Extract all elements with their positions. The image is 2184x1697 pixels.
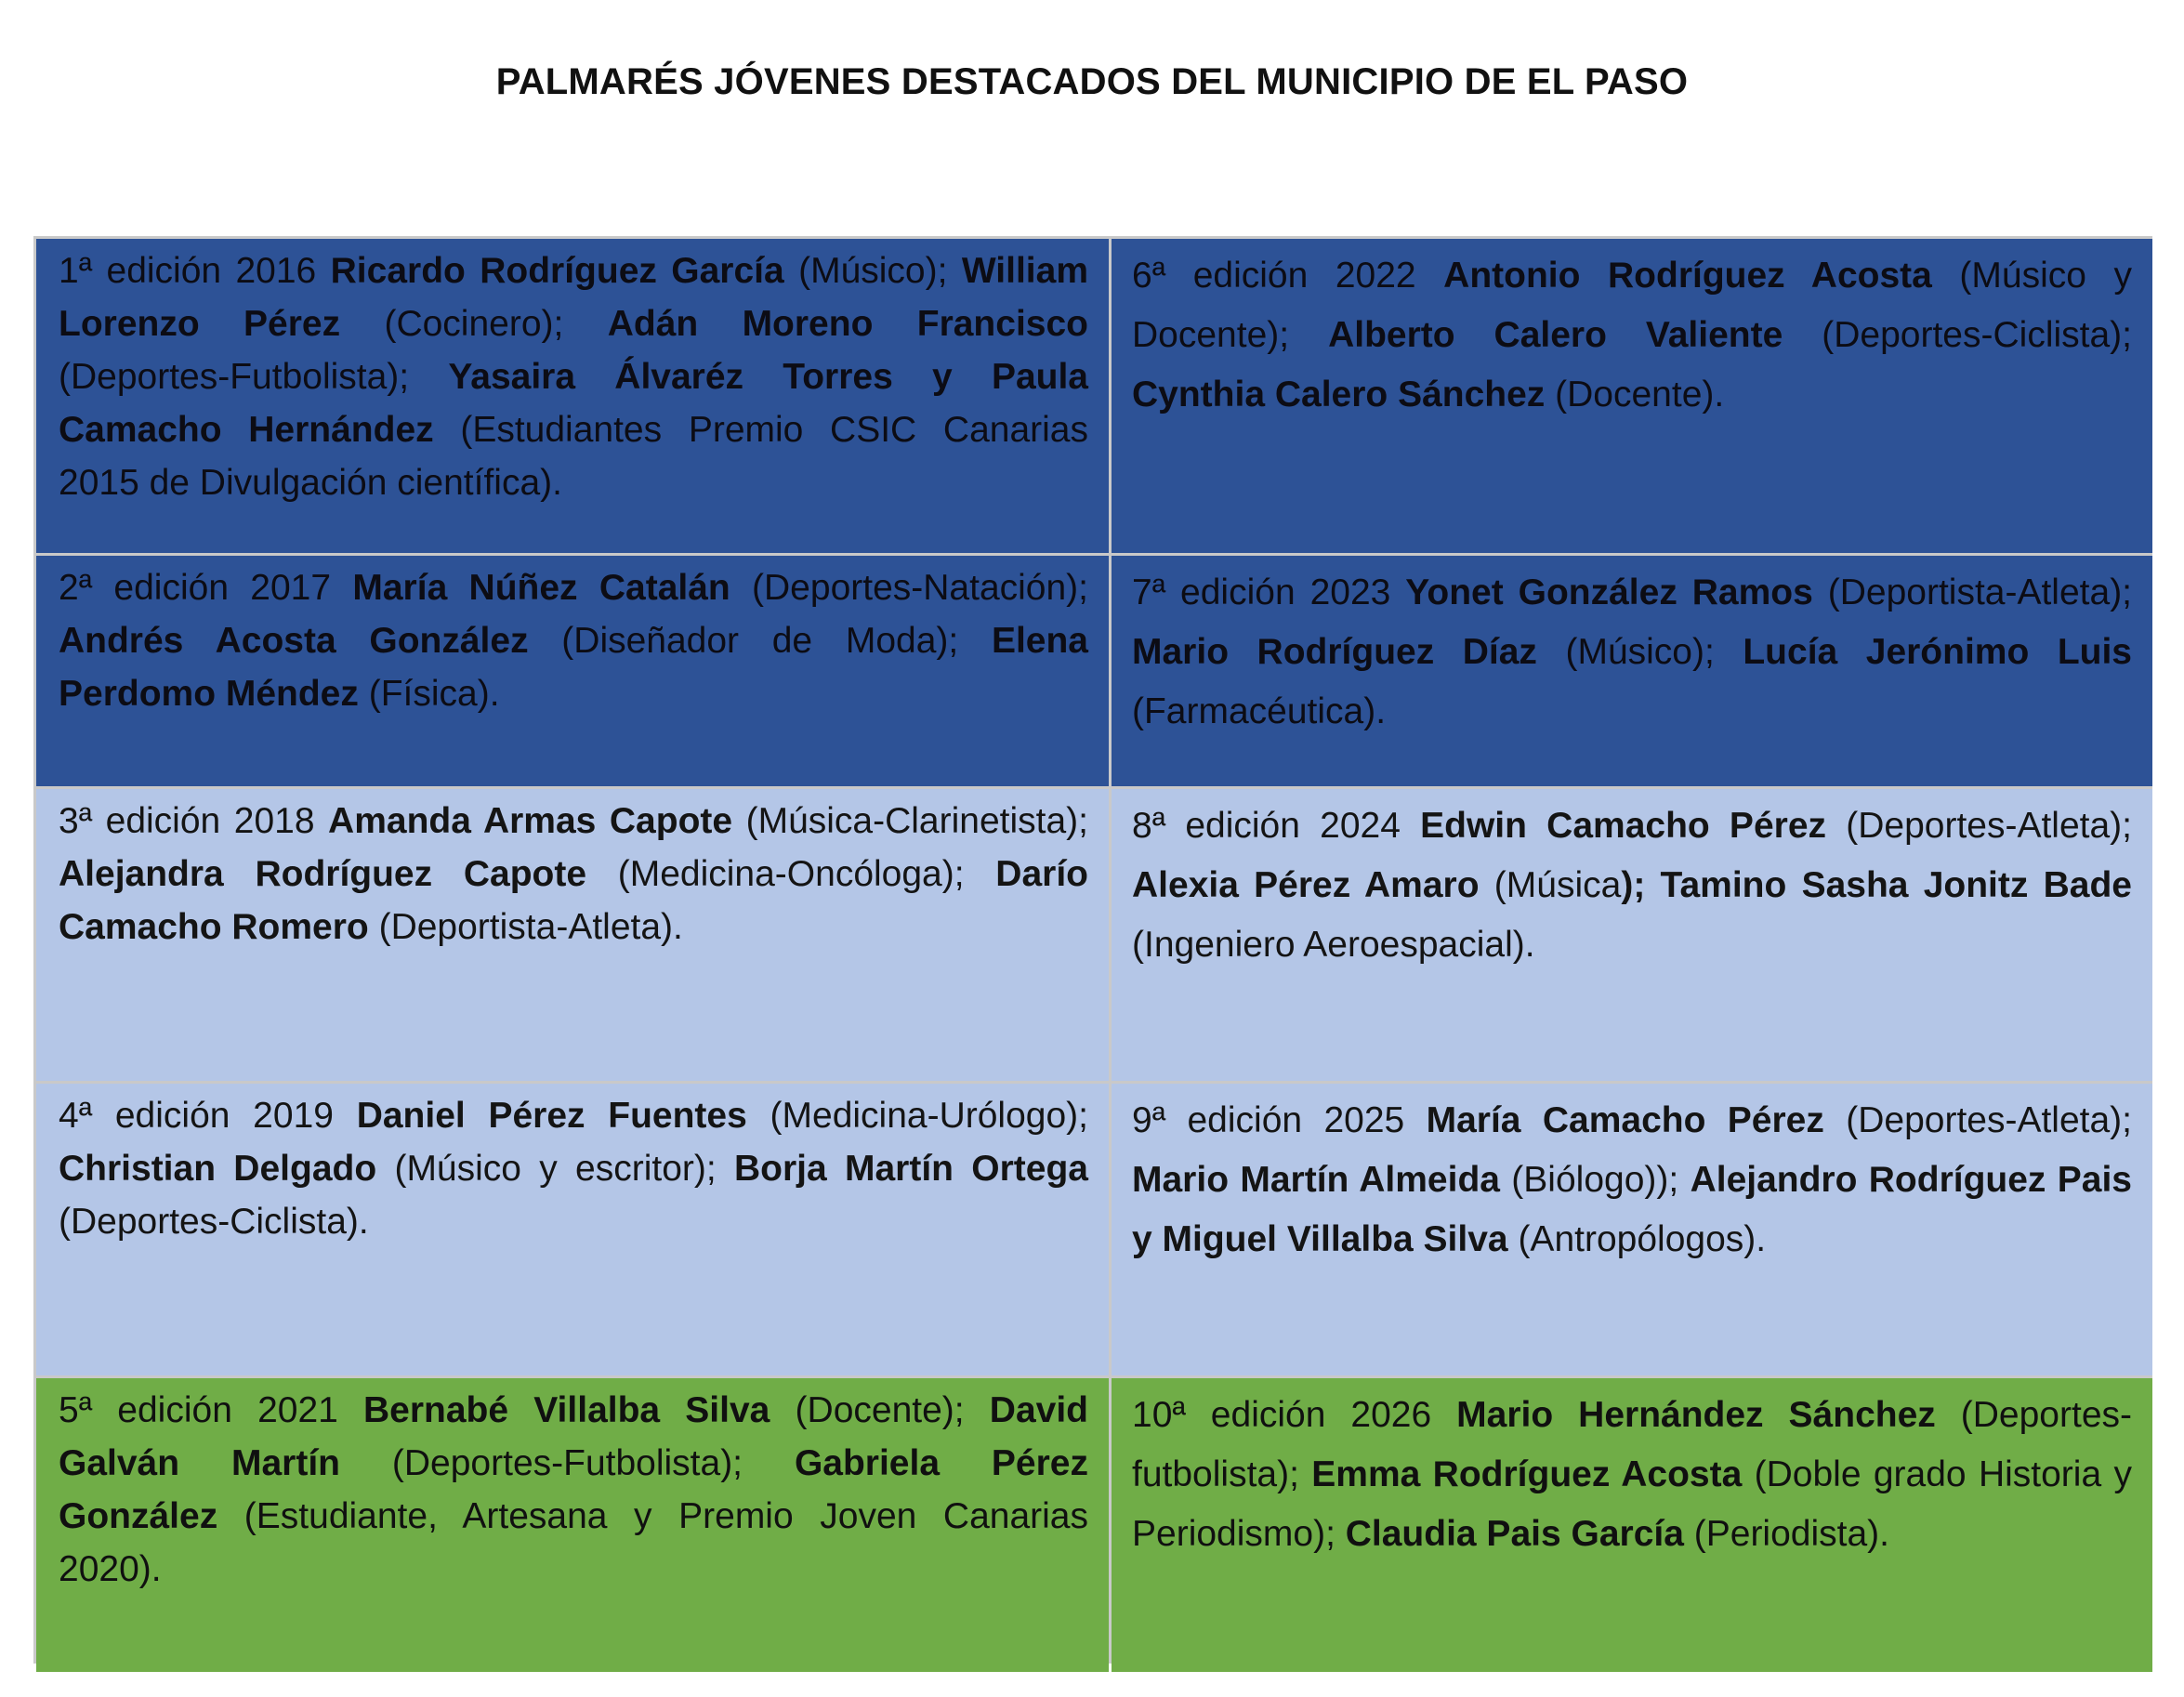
- edition-text: (Deportista-Atleta);: [1812, 572, 2133, 612]
- edition-text: (Física).: [358, 674, 500, 714]
- honoree-name: Mario Rodríguez Díaz: [1132, 632, 1537, 672]
- honoree-name: María Camacho Pérez: [1426, 1100, 1824, 1140]
- honoree-name: Adán Moreno Francisco: [607, 304, 1088, 344]
- edition-text: (Medicina-Oncóloga);: [586, 854, 996, 894]
- honoree-name: Gabriela Pérez González: [59, 1443, 1088, 1536]
- edition-text: (Deportes-Futbolista);: [59, 357, 449, 397]
- edition-text: (Músico y escritor);: [376, 1149, 735, 1189]
- honoree-name: Emma Rodríguez Acosta: [1311, 1454, 1743, 1494]
- edition-text: 8ª edición 2024: [1132, 806, 1421, 846]
- edition-text: (Deportista-Atleta).: [368, 907, 683, 947]
- honoree-name: Alejandro Rodríguez Pais y Miguel Villalba Silva: [1132, 1160, 2132, 1259]
- edition-text: (Diseñador de Moda);: [528, 621, 992, 661]
- edition-cell-2: [36, 556, 1109, 786]
- edition-text: (Músico);: [783, 251, 962, 291]
- edition-text: (Periodista).: [1683, 1514, 1889, 1554]
- edition-text: (Docente).: [1545, 375, 1725, 414]
- edition-cell-6: [1112, 239, 2152, 553]
- edition-text: (Música: [1479, 865, 1622, 905]
- edition-cell-3: [36, 789, 1109, 1081]
- edition-cell-1: [36, 239, 1109, 553]
- edition-cell-5: [36, 1378, 1109, 1672]
- honoree-name: Edwin Camacho Pérez: [1420, 806, 1827, 846]
- honoree-name: Daniel Pérez Fuentes: [356, 1096, 747, 1136]
- honoree-name: William Lorenzo Pérez: [59, 251, 1089, 344]
- honoree-name: Christian Delgado: [59, 1149, 377, 1189]
- honoree-name: Ricardo Rodríguez García: [330, 251, 784, 291]
- edition-text: 1ª edición 2016: [59, 251, 331, 291]
- honoree-name: Yonet González Ramos: [1405, 572, 1813, 612]
- honoree-name: Andrés Acosta González: [59, 621, 529, 661]
- edition-text: 7ª edición 2023: [1132, 572, 1406, 612]
- edition-text: (Músico y Docente);: [1132, 256, 2132, 355]
- edition-text: (Estudiantes Premio CSIC Canarias 2015 de Divulgación científica).: [59, 410, 1088, 503]
- edition-cell-7: [1112, 556, 2152, 786]
- honoree-name: Elena Perdomo Méndez: [59, 621, 1088, 714]
- edition-text: (Doble grado Historia y Periodismo);: [1132, 1454, 2132, 1554]
- edition-text: (Farmacéutica).: [1132, 691, 1387, 731]
- honoree-name: Alexia Pérez Amaro: [1132, 865, 1480, 905]
- edition-text: (Deportes-Atleta);: [1823, 1100, 2133, 1140]
- edition-cell-9: [1112, 1084, 2152, 1375]
- honoree-name: ); Tamino Sasha Jonitz Bade: [1621, 865, 2132, 905]
- honoree-name: Alberto Calero Valiente: [1328, 315, 1783, 355]
- edition-text: (Deportes-Ciclista).: [59, 1202, 369, 1242]
- edition-text: (Antropólogos).: [1507, 1219, 1767, 1259]
- edition-text: 2ª edición 2017: [59, 568, 353, 608]
- edition-text: (Biólogo));: [1499, 1160, 1691, 1200]
- edition-cell-4: [36, 1084, 1109, 1375]
- edition-text: (Ingeniero Aeroespacial).: [1132, 925, 1535, 965]
- honoree-name: Amanda Armas Capote: [328, 801, 733, 841]
- edition-text: (Deportes-Atleta);: [1826, 806, 2133, 846]
- honoree-name: Borja Martín Ortega: [734, 1149, 1088, 1189]
- honoree-name: David Galván Martín: [59, 1390, 1088, 1483]
- edition-text: 4ª edición 2019: [59, 1096, 357, 1136]
- edition-text: (Deportes-Natación);: [730, 568, 1088, 608]
- honoree-name: Cynthia Calero Sánchez: [1132, 375, 1546, 414]
- edition-text: 10ª edición 2026: [1132, 1395, 1457, 1435]
- edition-text: (Cocinero);: [340, 304, 608, 344]
- honoree-name: Alejandra Rodríguez Capote: [59, 854, 587, 894]
- page-title: PALMARÉS JÓVENES DESTACADOS DEL MUNICIPIO DE EL PASO: [495, 61, 1689, 102]
- edition-text: 3ª edición 2018: [59, 801, 329, 841]
- edition-text: (Deportes-futbolista);: [1132, 1395, 2132, 1494]
- editions-table: [33, 236, 2152, 1664]
- edition-cell-10: [1112, 1378, 2152, 1672]
- edition-text: (Música-Clarinetista);: [732, 801, 1089, 841]
- honoree-name: Lucía Jerónimo Luis: [1743, 632, 2132, 672]
- honoree-name: María Núñez Catalán: [352, 568, 730, 608]
- edition-text: (Medicina-Urólogo);: [746, 1096, 1088, 1136]
- honoree-name: Mario Martín Almeida: [1132, 1160, 1500, 1200]
- edition-text: 6ª edición 2022: [1132, 256, 1444, 296]
- edition-text: (Músico);: [1536, 632, 1743, 672]
- honoree-name: Yasaira Álvaréz Torres y Paula Camacho Hernández: [59, 357, 1089, 450]
- honoree-name: Mario Hernández Sánchez: [1456, 1395, 1936, 1435]
- edition-cell-8: [1112, 789, 2152, 1081]
- honoree-name: Darío Camacho Romero: [59, 854, 1088, 947]
- edition-text: (Docente);: [770, 1390, 990, 1430]
- edition-text: (Estudiante, Artesana y Premio Joven Canarias 2020).: [59, 1496, 1088, 1589]
- edition-text: 5ª edición 2021: [59, 1390, 364, 1430]
- honoree-name: Claudia Pais García: [1345, 1514, 1684, 1554]
- edition-text: (Deportes-Futbolista);: [339, 1443, 795, 1483]
- honoree-name: Bernabé Villalba Silva: [363, 1390, 770, 1430]
- edition-text: (Deportes-Ciclista);: [1783, 315, 2132, 355]
- edition-text: 9ª edición 2025: [1132, 1100, 1427, 1140]
- honoree-name: Antonio Rodríguez Acosta: [1443, 256, 1932, 296]
